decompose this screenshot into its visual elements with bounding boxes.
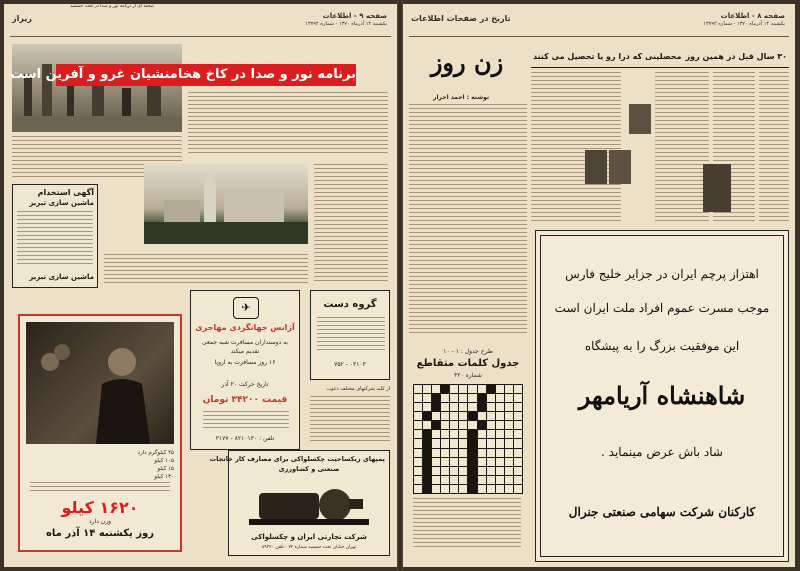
- crossword-cell: [514, 403, 522, 411]
- crossword-cell: [496, 449, 504, 457]
- crossword-header: طرح جدول : ۱ - ۱۰: [443, 348, 493, 355]
- crossword-cell: [514, 458, 522, 466]
- portrait-small-1: [629, 104, 651, 134]
- history-text-2: [655, 72, 709, 222]
- crossword-cell: [514, 467, 522, 475]
- crossword-cell: [459, 412, 467, 420]
- group-ad-text: [317, 317, 385, 351]
- weight-date: روز یکشنبه ۱۴ آذر ماه: [45, 528, 155, 539]
- crossword-cell: [487, 439, 495, 447]
- crossword-cell: [505, 412, 513, 420]
- crossword-cell: [514, 485, 522, 493]
- right-folio-page: صفحه ۸ - اطلاعات: [720, 12, 785, 20]
- crossword-cell: [423, 476, 431, 484]
- crossword-cell: [441, 449, 449, 457]
- crossword-cell: [459, 449, 467, 457]
- crossword-cell: [423, 385, 431, 393]
- crossword-cell: [450, 421, 458, 429]
- crossword-cell: [459, 476, 467, 484]
- travel-price: قیمت ۳۴۲۰۰ تومان: [202, 395, 288, 405]
- invitation-notice: [310, 386, 390, 446]
- crossword-cell: [468, 403, 476, 411]
- article-text-top: [188, 92, 388, 156]
- crossword-number: شماره ۴۲۰: [454, 372, 482, 379]
- crossword-cell: [423, 458, 431, 466]
- portrait-small-3: [609, 150, 631, 184]
- crossword-cell: [441, 430, 449, 438]
- crossword-cell: [487, 394, 495, 402]
- tribute-line-5: شاد باش عرض مینماید .: [601, 445, 723, 459]
- crossword-cell: [450, 467, 458, 475]
- crossword-cell: [487, 403, 495, 411]
- masthead-title: زن روز: [430, 48, 504, 77]
- crossword-cell: [441, 485, 449, 493]
- travel-logo-icon: ✈: [233, 297, 259, 319]
- crossword-cell: [505, 394, 513, 402]
- crossword-cell: [478, 485, 486, 493]
- crossword-cell: [505, 385, 513, 393]
- crossword-cell: [478, 394, 486, 402]
- crossword-cell: [496, 394, 504, 402]
- crossword-cell: [423, 421, 431, 429]
- crossword-cell: [423, 449, 431, 457]
- crossword-cell: [468, 394, 476, 402]
- ruins-photo: [12, 44, 182, 132]
- crossword-cell: [450, 394, 458, 402]
- pump-company: شرکت تجارتی ایران و چکسلواکی: [251, 533, 367, 541]
- crossword-cell: [414, 439, 422, 447]
- tribute-signature: کارکنان شرکت سهامی صنعتی جنرال: [568, 505, 756, 519]
- invitation-body: [310, 396, 390, 444]
- crossword-cell: [450, 430, 458, 438]
- crossword-cell: [441, 403, 449, 411]
- crossword-title: جدول کلمات متقاطع: [416, 358, 520, 369]
- crossword-cell: [496, 439, 504, 447]
- crossword-cell: [487, 458, 495, 466]
- crossword-cell: [432, 449, 440, 457]
- crossword-cell: [432, 458, 440, 466]
- crossword-cell: [478, 449, 486, 457]
- crossword-cell: [514, 439, 522, 447]
- crossword-cell: [459, 394, 467, 402]
- crossword-cell: [423, 403, 431, 411]
- crossword-cell: [487, 485, 495, 493]
- crossword-cell: [414, 467, 422, 475]
- crossword-cell: [478, 403, 486, 411]
- crossword-cell: [450, 385, 458, 393]
- crossword-cell: [478, 439, 486, 447]
- crossword-cell: [450, 403, 458, 411]
- left-folio: [10, 8, 391, 37]
- crossword-cell: [505, 449, 513, 457]
- crossword-cell: [423, 439, 431, 447]
- weight-subtitle: وزن دارد: [88, 518, 112, 525]
- crossword-cell: [441, 385, 449, 393]
- history-header: [531, 48, 789, 68]
- history-text-4: [759, 72, 789, 222]
- crossword-cell: [423, 485, 431, 493]
- palace-illustration: [144, 164, 308, 244]
- crossword-cell: [468, 485, 476, 493]
- crossword-cell: [468, 476, 476, 484]
- crossword-cell: [478, 467, 486, 475]
- history-main-headline: محصلینی که درا رو یا تحصیل می کنند: [533, 52, 682, 61]
- portrait-small-2: [585, 150, 607, 184]
- crossword-cell: [478, 385, 486, 393]
- crossword-cell: [432, 439, 440, 447]
- right-folio: [409, 8, 789, 37]
- crossword-cell: [468, 385, 476, 393]
- crossword-cell: [468, 412, 476, 420]
- crossword-cell: [487, 430, 495, 438]
- crossword-cell: [496, 485, 504, 493]
- crossword-cell: [496, 458, 504, 466]
- crossword-cell: [441, 421, 449, 429]
- crossword-cell: [441, 412, 449, 420]
- weight-spec-2: ۱۰۵ کیلو: [154, 458, 174, 464]
- crossword-cell: [414, 403, 422, 411]
- crossword-cell: [441, 467, 449, 475]
- crossword-cell: [432, 421, 440, 429]
- crossword-cell: [414, 458, 422, 466]
- pump-ad: [209, 450, 390, 556]
- crossword-cell: [459, 458, 467, 466]
- crossword-cell: [487, 476, 495, 484]
- group-ad-phone: ۰۳۱۰۳ - ۷۵۲: [334, 361, 366, 368]
- crossword-cell: [478, 430, 486, 438]
- crossword-block: [409, 348, 527, 554]
- crossword-cell: [487, 449, 495, 457]
- crossword-cell: [441, 439, 449, 447]
- portrait-large: [703, 164, 731, 212]
- tribute-shah-title: شاهنشاه آریامهر: [578, 381, 746, 410]
- tribute-line-3: این موفقیت بزرگ را به پیشگاه: [584, 339, 740, 353]
- left-folio-page: صفحه ۹ - اطلاعات: [322, 12, 387, 20]
- crossword-cell: [414, 385, 422, 393]
- crossword-cell: [505, 476, 513, 484]
- crossword-cell: [468, 467, 476, 475]
- hiring-footer: ماشین سازی تبریز: [29, 273, 94, 281]
- crossword-cell: [505, 458, 513, 466]
- hiring-company: ماشین سازی تبریز: [29, 199, 94, 207]
- crossword-cell: [478, 412, 486, 420]
- crossword-cell: [441, 476, 449, 484]
- crossword-cell: [496, 385, 504, 393]
- crossword-cell: [432, 430, 440, 438]
- crossword-cell: [514, 430, 522, 438]
- crossword-cell: [514, 476, 522, 484]
- crossword-cell: [496, 403, 504, 411]
- weight-spec-4: ۱۳۰ کیلو: [154, 474, 174, 480]
- crossword-cell: [414, 449, 422, 457]
- article-text-right: [314, 164, 388, 284]
- travel-desc-text: [203, 411, 289, 429]
- crossword-cell: [496, 421, 504, 429]
- travel-ad: [190, 290, 300, 450]
- history-col-head: ۳۰ سال قبل در همین روز: [685, 52, 787, 61]
- crossword-cell: [496, 467, 504, 475]
- crossword-cell: [487, 385, 495, 393]
- crossword-cell: [514, 421, 522, 429]
- column-text-left: [409, 104, 527, 334]
- crossword-grid: [413, 384, 523, 494]
- crossword-cell: [514, 449, 522, 457]
- tribute-ad: [535, 230, 789, 562]
- history-text-1: [531, 72, 621, 222]
- palace-photo: [144, 164, 308, 244]
- crossword-cell: [478, 458, 486, 466]
- crossword-cell: [487, 412, 495, 420]
- crossword-cell: [432, 412, 440, 420]
- crossword-cell: [487, 467, 495, 475]
- crossword-cell: [487, 421, 495, 429]
- crossword-cell: [432, 385, 440, 393]
- crossword-cell: [432, 403, 440, 411]
- crossword-cell: [414, 430, 422, 438]
- crossword-cell: [496, 412, 504, 420]
- crossword-cell: [423, 430, 431, 438]
- crossword-cell: [505, 430, 513, 438]
- crossword-cell: [459, 485, 467, 493]
- crossword-cell: [468, 439, 476, 447]
- crossword-cell: [432, 394, 440, 402]
- ruins-illustration: [12, 44, 182, 132]
- tribute-line-2: موجب مسرت عموم افراد ملت ایران است: [554, 301, 770, 315]
- weight-spec-3: ۱۵ کیلو: [157, 466, 174, 472]
- crossword-cell: [450, 412, 458, 420]
- crossword-cell: [459, 439, 467, 447]
- crossword-cell: [459, 385, 467, 393]
- pump-machine-icon: [249, 479, 369, 529]
- crossword-cell: [468, 430, 476, 438]
- right-page: [403, 4, 795, 567]
- right-folio-section: تاریخ در صفحات اطلاعات: [411, 14, 511, 23]
- right-folio-date: یکشنبه ۱۴ آذرماه ۱۳۷۰ - شماره ۱۳۷۹۲: [703, 21, 785, 27]
- crossword-cell: [450, 476, 458, 484]
- left-folio-section: ریراز: [12, 14, 32, 23]
- crossword-cell: [432, 467, 440, 475]
- crossword-cell: [514, 394, 522, 402]
- travel-title: آژانس جهانگردی مهاجری: [195, 323, 295, 332]
- crossword-cell: [459, 421, 467, 429]
- crossword-cell: [468, 449, 476, 457]
- crossword-cell: [432, 476, 440, 484]
- article-text-bottom: [104, 254, 308, 286]
- crossword-cell: [450, 458, 458, 466]
- crossword-cell: [478, 421, 486, 429]
- man-illustration: [26, 322, 174, 444]
- masthead-block: [409, 48, 525, 88]
- travel-phone: تلفن : ۸۲۱۰۱۳۰ - ۳۱۷۷: [215, 435, 275, 442]
- weight-desc-text: [30, 482, 170, 494]
- weight-spec-1: ۴۵ کیلوگرم دارد: [137, 450, 174, 456]
- weight-title: ۱۶۲۰ کیلو: [61, 498, 139, 517]
- crossword-cell: [414, 476, 422, 484]
- hiring-title: آگهی استخدام: [37, 188, 94, 197]
- crossword-cell: [505, 467, 513, 475]
- crossword-cell: [505, 439, 513, 447]
- crossword-cell: [496, 430, 504, 438]
- crossword-cell: [414, 421, 422, 429]
- crossword-cell: [505, 485, 513, 493]
- masthead-author: نوشته : احمد احرار: [433, 94, 490, 101]
- travel-line-1: به دوستداران مسافرت شبه جمعی: [201, 339, 289, 346]
- crossword-cell: [414, 412, 422, 420]
- crossword-cell: [505, 421, 513, 429]
- crossword-cell: [514, 412, 522, 420]
- crossword-cell: [432, 485, 440, 493]
- crossword-cell: [441, 458, 449, 466]
- weight-ad: [18, 314, 182, 552]
- crossword-cell: [459, 467, 467, 475]
- crossword-cell: [468, 458, 476, 466]
- travel-line-2: تقدیم میکند: [230, 348, 260, 355]
- palace-caption: صحنه ای از برنامه نور و صدا در تخت جمشید: [70, 4, 154, 9]
- pump-title: پمپهای زیکساحیت چکسلواکی برای مصارف کار خانجات: [209, 455, 385, 463]
- crossword-cell: [414, 394, 422, 402]
- crossword-cell: [505, 403, 513, 411]
- travel-line-3: ۱۶ روز مسافرت به اروپا: [214, 359, 276, 366]
- man-photo: [26, 322, 174, 444]
- pump-address: تهران خیابان تخت جمشید شماره ۲۲ - تلفن ۸۹۳۲۰: [261, 545, 357, 550]
- crossword-cell: [459, 430, 467, 438]
- hiring-ad: [12, 184, 98, 288]
- crossword-cell: [450, 449, 458, 457]
- left-page: [4, 4, 397, 567]
- pump-subtitle: صنعتی و کشاورزی: [278, 465, 340, 473]
- crossword-cell: [478, 476, 486, 484]
- left-folio-date: یکشنبه ۱۴ آذرماه ۱۳۷۰ - شماره ۱۳۷۹۲: [305, 21, 387, 27]
- crossword-cell: [414, 485, 422, 493]
- group-ad: [310, 290, 390, 380]
- crossword-cell: [441, 394, 449, 402]
- crossword-cell: [468, 421, 476, 429]
- crossword-cell: [496, 476, 504, 484]
- travel-line-4: تاریخ حرکت ۲۰ آذر: [221, 381, 269, 388]
- crossword-cell: [450, 439, 458, 447]
- hiring-text: [17, 211, 93, 265]
- group-ad-title: گروه دست: [323, 299, 377, 310]
- crossword-cell: [450, 485, 458, 493]
- crossword-clues: [413, 498, 521, 550]
- crossword-cell: [514, 385, 522, 393]
- crossword-cell: [423, 394, 431, 402]
- headline-banner: برنامه نور و صدا در کاخ هخامنشیان غرو و آفرین است: [56, 64, 356, 86]
- crossword-cell: [459, 403, 467, 411]
- crossword-cell: [423, 412, 431, 420]
- invitation-text: از کلیه شرکتهای مختلف دعوت: [326, 386, 390, 392]
- crossword-cell: [423, 467, 431, 475]
- tribute-line-1: اهتزاز پرچم ایران در جزایر خلیج فارس: [565, 267, 759, 281]
